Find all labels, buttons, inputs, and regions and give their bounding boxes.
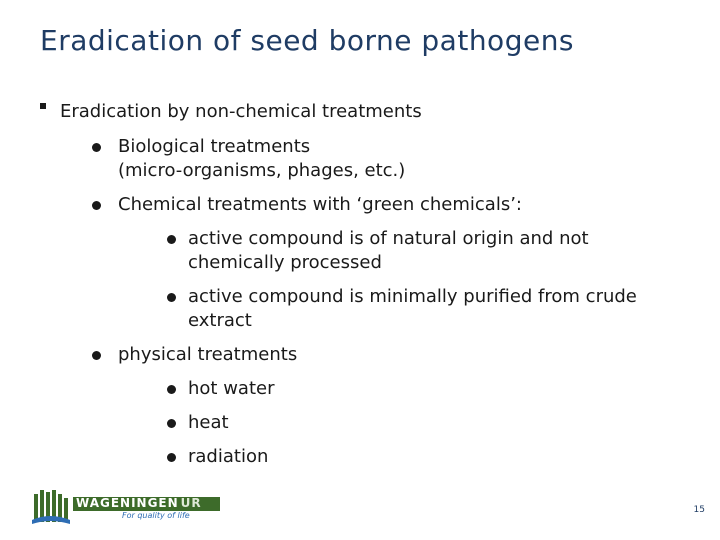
bullet-dot-icon xyxy=(167,453,176,462)
bullet-dot-icon xyxy=(167,293,176,302)
slide-title: Eradication of seed borne pathogens xyxy=(40,24,575,57)
bullet-dot-icon xyxy=(92,351,101,360)
bullet-l1-text: Eradication by non-chemical treatments xyxy=(60,101,422,122)
bullet-phys-1: hot water xyxy=(188,378,275,399)
bullet-phys-3: radiation xyxy=(188,446,269,467)
logo-word: WAGENINGEN xyxy=(76,496,179,510)
bullet-dot-icon xyxy=(167,419,176,428)
bullet-chem-b-line2: extract xyxy=(188,310,252,331)
logo-tagline: For quality of life xyxy=(122,511,190,520)
bullet-bio-line2: (micro-organisms, phages, etc.) xyxy=(118,160,406,181)
square-bullet-icon xyxy=(40,103,46,109)
bullet-dot-icon xyxy=(167,235,176,244)
bullet-phys-text: physical treatments xyxy=(118,344,298,365)
logo-ur: UR xyxy=(180,496,202,510)
bullet-phys-2: heat xyxy=(188,412,229,433)
bullet-chem-a-line2: chemically processed xyxy=(188,252,382,273)
bullet-chem-text: Chemical treatments with ‘green chemicals’: xyxy=(118,194,522,215)
bullet-chem-a-line1: active compound is of natural origin and not xyxy=(188,228,589,249)
bullet-chem-b-line1: active compound is minimally purified from crude xyxy=(188,286,637,307)
bullet-dot-icon xyxy=(92,143,101,152)
logo-wordmark xyxy=(76,496,202,510)
bullet-bio-line1: Biological treatments xyxy=(118,136,311,157)
page-number: 15 xyxy=(693,505,705,515)
bullet-dot-icon xyxy=(92,201,101,210)
bullet-dot-icon xyxy=(167,385,176,394)
